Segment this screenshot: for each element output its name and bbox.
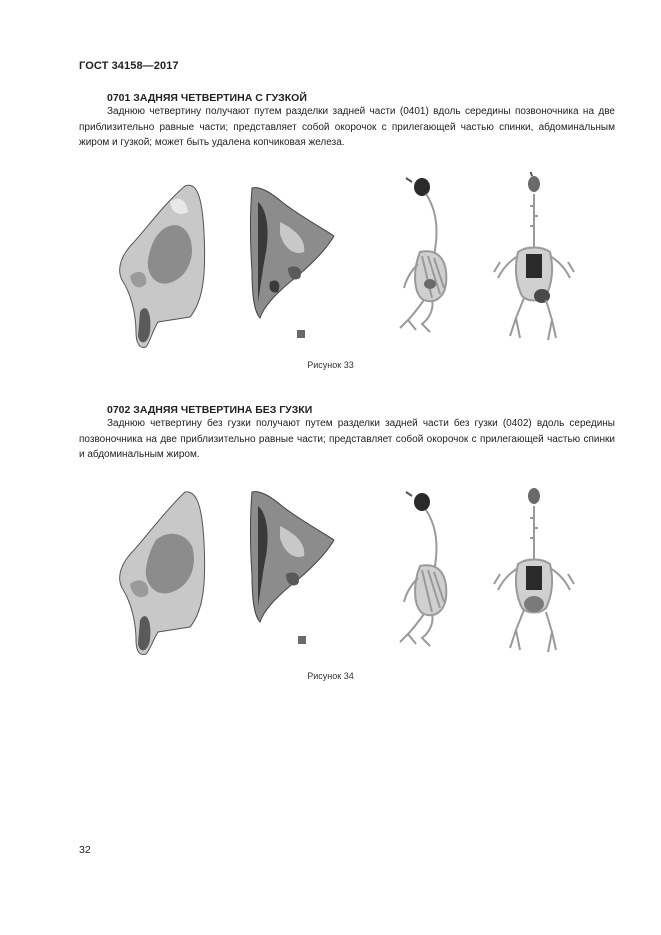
- skeleton-side-view-image: [400, 178, 446, 332]
- section-heading-0702: 0702 ЗАДНЯЯ ЧЕТВЕРТИНА БЕЗ ГУЗКИ: [107, 404, 313, 416]
- skeleton-front-view-image: [494, 172, 574, 340]
- section-text-0701: Заднюю четвертину получают путем разделки задней части (0401) вдоль середины позвоночника на две приблизительно равные части; представляет собой окорочок с прилегающей частью спинки, абдоминальным жиром и гузкой; может быть удалена копчиковая железа.: [79, 106, 615, 148]
- figure-33: [100, 172, 600, 362]
- quarter-skin-side-image: [120, 185, 205, 347]
- quarter-skin-side-image: [120, 492, 205, 655]
- figure-33-caption: Рисунок 33: [307, 360, 354, 370]
- skeleton-side-view-image: [400, 492, 446, 646]
- page-number: 32: [79, 844, 91, 856]
- skeleton-front-view-image: [494, 488, 574, 652]
- section-text-0702: Заднюю четвертину без гузки получают путем разделки задней части без гузки (0402) вдоль середины позвоночника на две приблизительно равные части; представляет собой окорочок с прилегающей частью спинки и абдоминальным жиром.: [79, 418, 615, 460]
- section-heading-0701: 0701 ЗАДНЯЯ ЧЕТВЕРТИНА С ГУЗКОЙ: [107, 92, 307, 104]
- quarter-bone-side-image: [251, 188, 335, 338]
- figure-34-caption: Рисунок 34: [307, 671, 354, 681]
- quarter-bone-side-image: [251, 492, 335, 644]
- document-header: ГОСТ 34158—2017: [79, 60, 179, 72]
- figure-34: [100, 484, 600, 674]
